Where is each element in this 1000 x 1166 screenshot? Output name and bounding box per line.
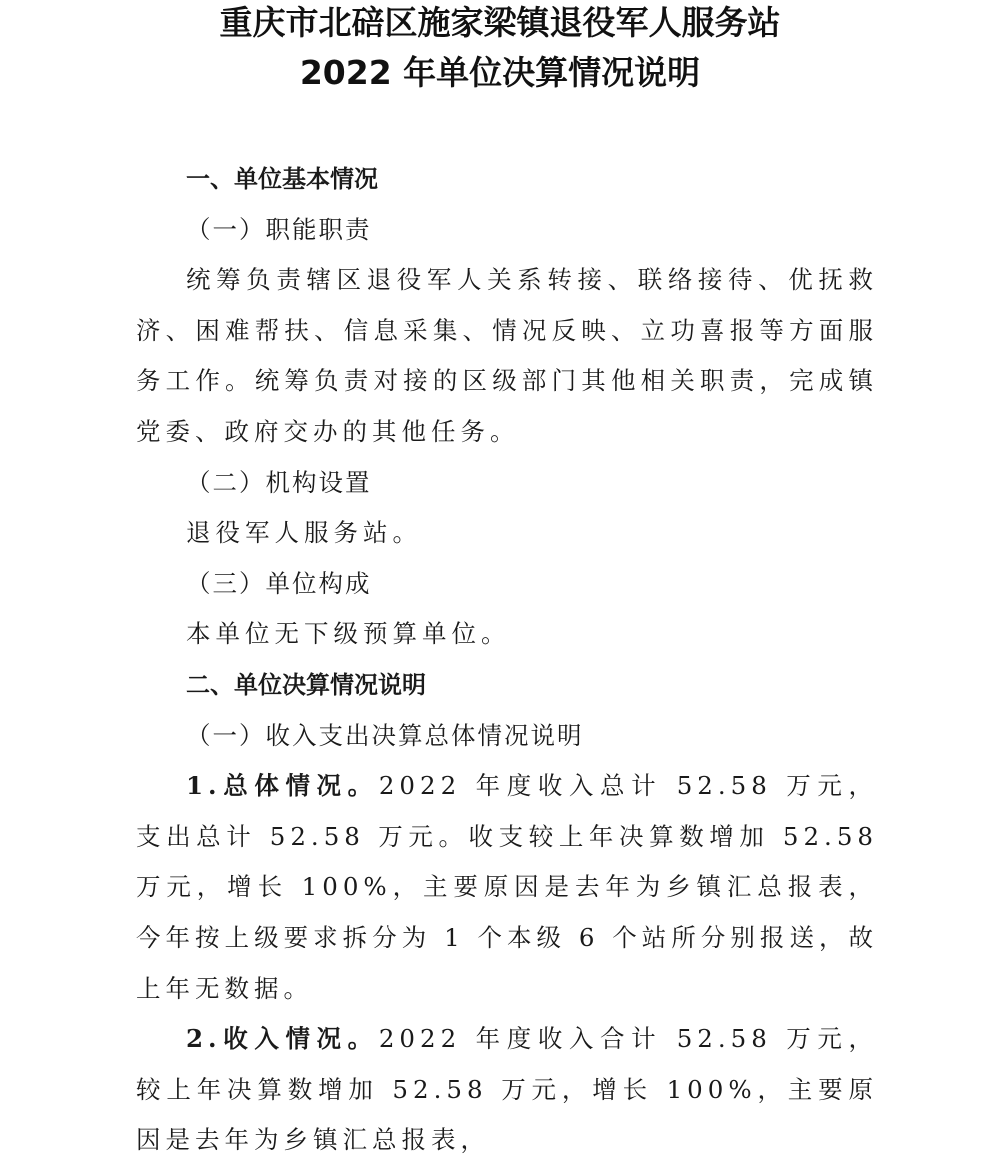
subheading-composition: （三）单位构成 bbox=[186, 568, 372, 598]
subheading-functions: （一）职能职责 bbox=[186, 214, 372, 244]
document-body bbox=[136, 154, 878, 1166]
section-heading-basic-info: 一、单位基本情况 bbox=[186, 165, 378, 193]
paragraph-overall-lead: 1.总体情况。 bbox=[186, 771, 379, 801]
paragraph-income-lead: 2.收入情况。 bbox=[186, 1024, 379, 1054]
paragraph-overall-text: 2022 年度收入总计 52.58 万元，支出总计 52.58 万元。收支较上年决算数增加 52.58 万元，增长 100%，主要原因是去年为乡镇汇总报表，今年按上级要求拆分为 1 个本级 6 个站所分别报送，故上年无数据。 bbox=[136, 771, 878, 1003]
title-line-1: 重庆市北碚区施家梁镇退役军人服务站 bbox=[219, 3, 781, 42]
paragraph-functions: 统筹负责辖区退役军人关系转接、联络接待、优抚救济、困难帮扶、信息采集、情况反映、立功喜报等方面服务工作。统筹负责对接的区级部门其他相关职责，完成镇党委、政府交办的其他任务。 bbox=[136, 265, 878, 446]
paragraph-overall bbox=[136, 761, 878, 1014]
title-line-2: 2022 年单位决算情况说明 bbox=[299, 53, 701, 92]
subheading-income-expenditure: （一）收入支出决算总体情况说明 bbox=[186, 720, 584, 750]
section-heading-final-accounts: 二、单位决算情况说明 bbox=[186, 670, 426, 699]
paragraph-income-text: 2022 年度收入合计 52.58 万元，较上年决算数增加 52.58 万元，增长 100%，主要原因是去年为乡镇汇总报表， bbox=[136, 1024, 878, 1155]
paragraph-composition: 本单位无下级预算单位。 bbox=[186, 619, 511, 649]
paragraph-organization: 退役军人服务站。 bbox=[186, 518, 422, 548]
paragraph-income bbox=[136, 1014, 878, 1166]
subheading-organization: （二）机构设置 bbox=[186, 467, 372, 497]
